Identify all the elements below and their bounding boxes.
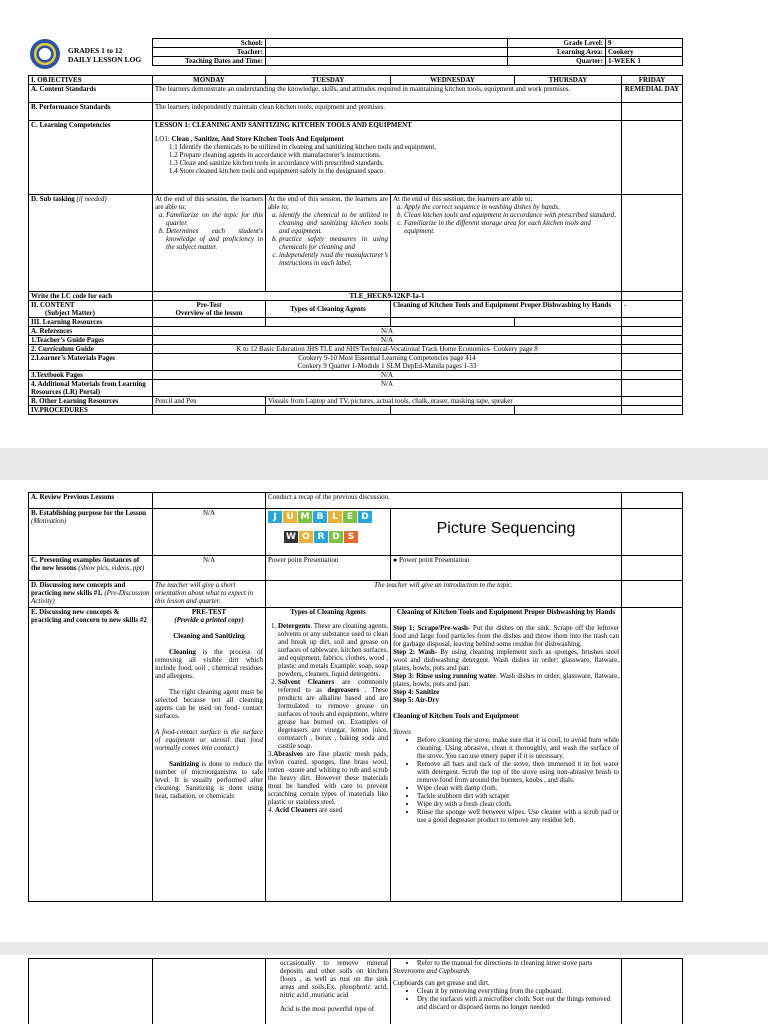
lesson-log-page-1 — [0, 0, 768, 448]
jumbled-letter: M — [298, 511, 312, 523]
lesson-log-page-2 — [0, 480, 768, 942]
teacher-field — [266, 48, 508, 57]
learning-competencies: LESSON 1: CLEANING AND SANITIZING KITCHEN TOOLS AND EQUIPMENT LO1: Clean , Sanitize, And Store Kitchen Tools And Equipment 1.1 Identify the chemicals to be utilized in cleaning and sanitizing kitchen tools and equipment. 1.2 Prepare cleaning agents in accordance with manufacturer’s instructions. 1.3 Clean and sanitize kitchen tools in accordance with prescribed standards. 1.4 Store cleaned kitchen tools and equipment safely in the designated space. — [153, 121, 622, 195]
subtask-wednesday: At the end of this session, the learners are able to; a. Apply the correct sequence in washing dishes by hands. b. Clean kitchen tools and equipment in accordance with prescribed standard, c. Familiarize in the different storage area for each kitchen tools and equipment. — [391, 195, 622, 292]
procedures-table-continued: occasionally to remove mineral deposits and other soils on kitchen floors , as well as rust on the sink areas and soils.Ex. phosphoric acid, nitric acid ,muriatic acid Acid is the most powerful type of • Refer to the manual for directions in cleaning inner stove parts Storerooms and Cupboards Cupboards can get grease and dirt. • Clean it by removing everything from the cupboard. • Dry the surfaces with a microfiber cloth. Sort out the things removed and discard or disposed items no longer needed — [28, 958, 683, 1024]
lo-list: 1.1 Identify the chemicals to be utilized in cleaning and sanitizing kitchen tools and equipment. 1.2 Prepare cleaning agents in accordance with manufacturer’s instructions. 1.3 Clean and sanitize kitchen tools in accordance with prescribed standards. 1.4 Store cleaned kitchen tools and equipment safely in the designated space. — [169, 143, 437, 175]
procedures-table: A. Review Previous Lessons Conduct a recap of the previous discussion. B. Establishing purpose for the Lesson (Motivation) N/A J U M B L E D W O R D S Picture Sequencing C. Presenting examples /instances of the new lessons (show pics, videos, ppt) N/A Power point Presentation ● Power point Presentation D. Discussing new concepts and practicing new skills #1. (Pre-Discussion Activity) The teacher will give a short orientation about what to expect in this lesson and quarter. The teacher will give an introduction to the topic. E. Discussing new concepts & practicing and concern to new skills #2 PRE-TEST (Provide a printed copy) Cleaning and Sanitizing Cleaning is the process of removing all visible dirt which include food, soil , chemical residues and allergens. The right cleaning agent must be selected because not all cleaning agents can be used on food- contact surfaces. A food-contact surface is the surface of equipment or utensil that food normally comes into contact.) Sanitizing is done to reduce the number of microorganisms to safe level. It is usually performed after cleaning. Sanitizing is done using heat, radiation, or chemicals Types of Cleaning Agents 1. Detergents. These are cleaning agents, solvents or any substance used to clean and break up dirt, soil and grease on surfaces of tableware, kitchen surfaces, and equipment, fabrics, clothes, wood , plastic and metals Example: soap, soap powders, cleaners, liquid detergents. 2. Solvent Cleaners are commonly referred to as degreasers . These products are alkaline based and are formulated to remove grease on surfaces of tools and equipment, where grease has burned on. Examples of degreasers are vinegar, lemon juice, cornstarch , borax , baking soda and castile soap. 3.Abrasives are fine plastic mesh pads, nylon coated, sponges, fine brass wool, rotten –stone and whiting to rub and scrub the heavy dirt. However these materials must be handled with care to prevent scratching certain types of materials like plastic or stainless steel. 4. Acid Cleaners are used Cleaning of Kitchen Tools and Equipment Proper Dishwashing by Hands Step 1: Scrape/Pre-wash- Put the dishes on the sink. Scrape off the leftover food and large food particles from the dishes and throw them into the trash can for garbage disposal, leaving behind some residue for dishwashing. Step 2: Wash- By using cleaning implement such as sponges, brushes steel wool and dishwashing detergent. Wash dishes in order; glassware, flatware, plates, bowls, pots and pan. Step 3: Rinse using running water. Wash dishes in order; glassware, flatware, plates, bowls, pots and pan. Step 4: Sanitize Step 5: Air-Dry Cleaning of Kitchen Tools and Equipment Stoves • Before cleaning the stove, make sure that it is cool, to avoid burn while cleaning. Using abrasive, clean it thoroughly, and wash the surface of the stove. You can use emery paper if it is necessary. • Remove all bars and rack of the stove, then immersed it in hot water with detergent. Scrub the top of the stove using non-abrasive brush to remove food from around the burners, knobs , and dials. • Wipe clean with damp cloth. • Tackle stubborn dirt with scraper • Wipe dry with a fresh clean cloth. • Rinse the sponge well between wipes. Use cleaner with a scrub pad or use a good degreaser product to remove any residue left. — [28, 492, 683, 902]
jumbled-letter: D — [358, 511, 372, 523]
words-letter: S — [344, 531, 358, 543]
words-letter: R — [314, 531, 328, 543]
jumbled-letter: B — [313, 511, 327, 523]
words-letter: W — [284, 531, 298, 543]
words-letter: D — [329, 531, 343, 543]
subtask-monday: At the end of this session, the learners are able to; a. Familiarize on the topic for this quarter. b. Determines each student's knowledge of and proficiency in the subject matter. — [153, 195, 266, 292]
jumbled-words-graphic — [266, 509, 391, 556]
picture-sequencing-title: Picture Sequencing — [391, 509, 622, 556]
words-letter: O — [299, 531, 313, 543]
school-field — [266, 39, 508, 48]
pretest-column: PRE-TEST (Provide a printed copy) Cleaning and Sanitizing Cleaning is the process of removing all visible dirt which include food, soil , chemical residues and allergens. The right cleaning agent must be selected because not all cleaning agents can be used on food- contact surfaces. A food-contact surface is the surface of equipment or utensil that food normally comes into contact.) Sanitizing is done to reduce the number of microorganisms to safe level. It is usually performed after cleaning. Sanitizing is done using heat, radiation, or chemicals — [153, 608, 266, 902]
header-title: GRADES 1 to 12 DAILY LESSON LOG — [68, 46, 142, 64]
deped-seal-icon — [30, 39, 60, 69]
jumbled-letter: J — [268, 511, 282, 523]
dishwashing-column: Cleaning of Kitchen Tools and Equipment Proper Dishwashing by Hands Step 1: Scrape/Pre-wash- Put the dishes on the sink. Scrape off the leftover food and large food particles from the dishes and throw them into the trash can for garbage disposal, leaving behind some residue for dishwashing. Step 2: Wash- By using cleaning implement such as sponges, brushes steel wool and dishwashing detergent. Wash dishes in order; glassware, flatware, plates, bowls, pots and pan. Step 3: Rinse using running water. Wash dishes in order; glassware, flatware, plates, bowls, pots and pan. Step 4: Sanitize Step 5: Air-Dry Cleaning of Kitchen Tools and Equipment Stoves • Before cleaning the stove, make sure that it is cool, to avoid burn while cleaning. Using abrasive, clean it thoroughly, and wash the surface of the stove. You can use emery paper if it is necessary. • Remove all bars and rack of the stove, then immersed it in hot water with detergent. Scrub the top of the stove using non-abrasive brush to remove food from around the burners, knobs , and dials. • Wipe clean with damp cloth. • Tackle stubborn dirt with scraper • Wipe dry with a fresh clean cloth. • Rinse the sponge well between wipes. Use cleaner with a scrub pad or use a good degreaser product to remove any residue left. — [391, 608, 622, 902]
jumbled-letter: L — [328, 511, 342, 523]
objectives-table: I. OBJECTIVES MONDAY TUESDAY WEDNESDAY THURSDAY FRIDAY A. Content Standards The learners demonstrate an understanding the knowledge, skills, and attitudes required in maintaining kitchen tools, equipment and work premises. REMEDIAL DAY B. Performance Standards The learners independently maintain clean kitchen tools, equipment and premises. C. Learning Competencies LESSON 1: CLEANING AND SANITIZING KITCHEN TOOLS AND EQUIPMENT LO1: Clean , Sanitize, And Store Kitchen Tools And Equipment 1.1 Identify the chemicals to be utilized in cleaning and sanitizing kitchen tools and equipment. 1.2 Prepare cleaning agents in accordance with manufacturer’s instructions. 1.3 Clean and sanitize kitchen tools in accordance with prescribed standards. 1.4 Store cleaned kitchen tools and equipment safely in the designated space. D. Sub tasking (if needed) At the end of this session, the learners are able to; a. Familiarize on the topic for this quarter. b. Determines each student's knowledge of and proficiency in the subject matter. At the end of this session, the learners are able to; a. identify the chemical to be utilized in cleaning and sanitizing kitchen tools and equipment. b. practice safety measures in using chemicals for cleaning and c. independently read the manufacturer’s instructions in each label. At the end of this session, the learners are able to; a. Apply the correct sequence in washing dishes by hands. b. Clean kitchen tools and equipment in accordance with prescribed standard, c. Familiarize in the different storage area for each kitchen tools and equipment. Write the LC code for each TLE_HECK9-12KP-Ia-1 II. CONTENT (Subject Matter) Pre-Test Overview of the lesson Types of Cleaning Agents Cleaning of Kitchen Tools and Equipment Proper Dishwashing by Hands - III. Learning Resources A. References N/A 1.Teacher’s Guide Pages N/A 2. Curriculum Guide K to 12 Basic Education JHS TLE and SHS Technical-Vocational Track Home Economics- Cookery page 8 2.Learner’s Materials Pages Cookery 9-10 Most Essential Learning Competencies page 414 Cookery 9 Quarter 1-Module 1 SLM DepEd-Manila pages 1-33 3.Textbook Pages N/A 4. Additional Materials from Learning Resources (LR) Portal) N/A B. Other Learning Resources Pencil and Pen Visuals from Laptop and TV, pictures, actual tools, chalk, eraser, masking tape, speaker IV.PROCEDURES — [28, 75, 683, 415]
header-table: School: Grade Level: 9 Teacher: Learning Area: Cookery Teaching Dates and Time: Quarter: 1-WEEK 1 — [152, 38, 683, 66]
jumbled-letter: U — [283, 511, 297, 523]
dates-field — [266, 57, 508, 66]
bullet-icon: ● — [393, 556, 398, 564]
lesson-log-page-3 — [0, 955, 768, 1024]
cleaning-agents-column: Types of Cleaning Agents 1. Detergents. These are cleaning agents, solvents or any substance used to clean and break up dirt, soil and grease on surfaces of tableware, kitchen surfaces, and equipment, fabrics, clothes, wood , plastic and metals Example: soap, soap powders, cleaners, liquid detergents. 2. Solvent Cleaners are commonly referred to as degreasers . These products are alkaline based and are formulated to remove grease on surfaces of tools and equipment, where grease has burned on. Examples of degreasers are vinegar, lemon juice, cornstarch , borax , baking soda and castile soap. 3.Abrasives are fine plastic mesh pads, nylon coated, sponges, fine brass wool, rotten –stone and whiting to rub and scrub the heavy dirt. However these materials must be handled with care to prevent scratching certain types of materials like plastic or stainless steel. 4. Acid Cleaners are used — [266, 608, 391, 902]
jumbled-letter: E — [343, 511, 357, 523]
subtask-tuesday: At the end of this session, the learners are able to; a. identify the chemical to be utilized in cleaning and sanitizing kitchen tools and equipment. b. practice safety measures in using chemicals for cleaning and c. independently read the manufacturer’s instructions in each label. — [266, 195, 391, 292]
